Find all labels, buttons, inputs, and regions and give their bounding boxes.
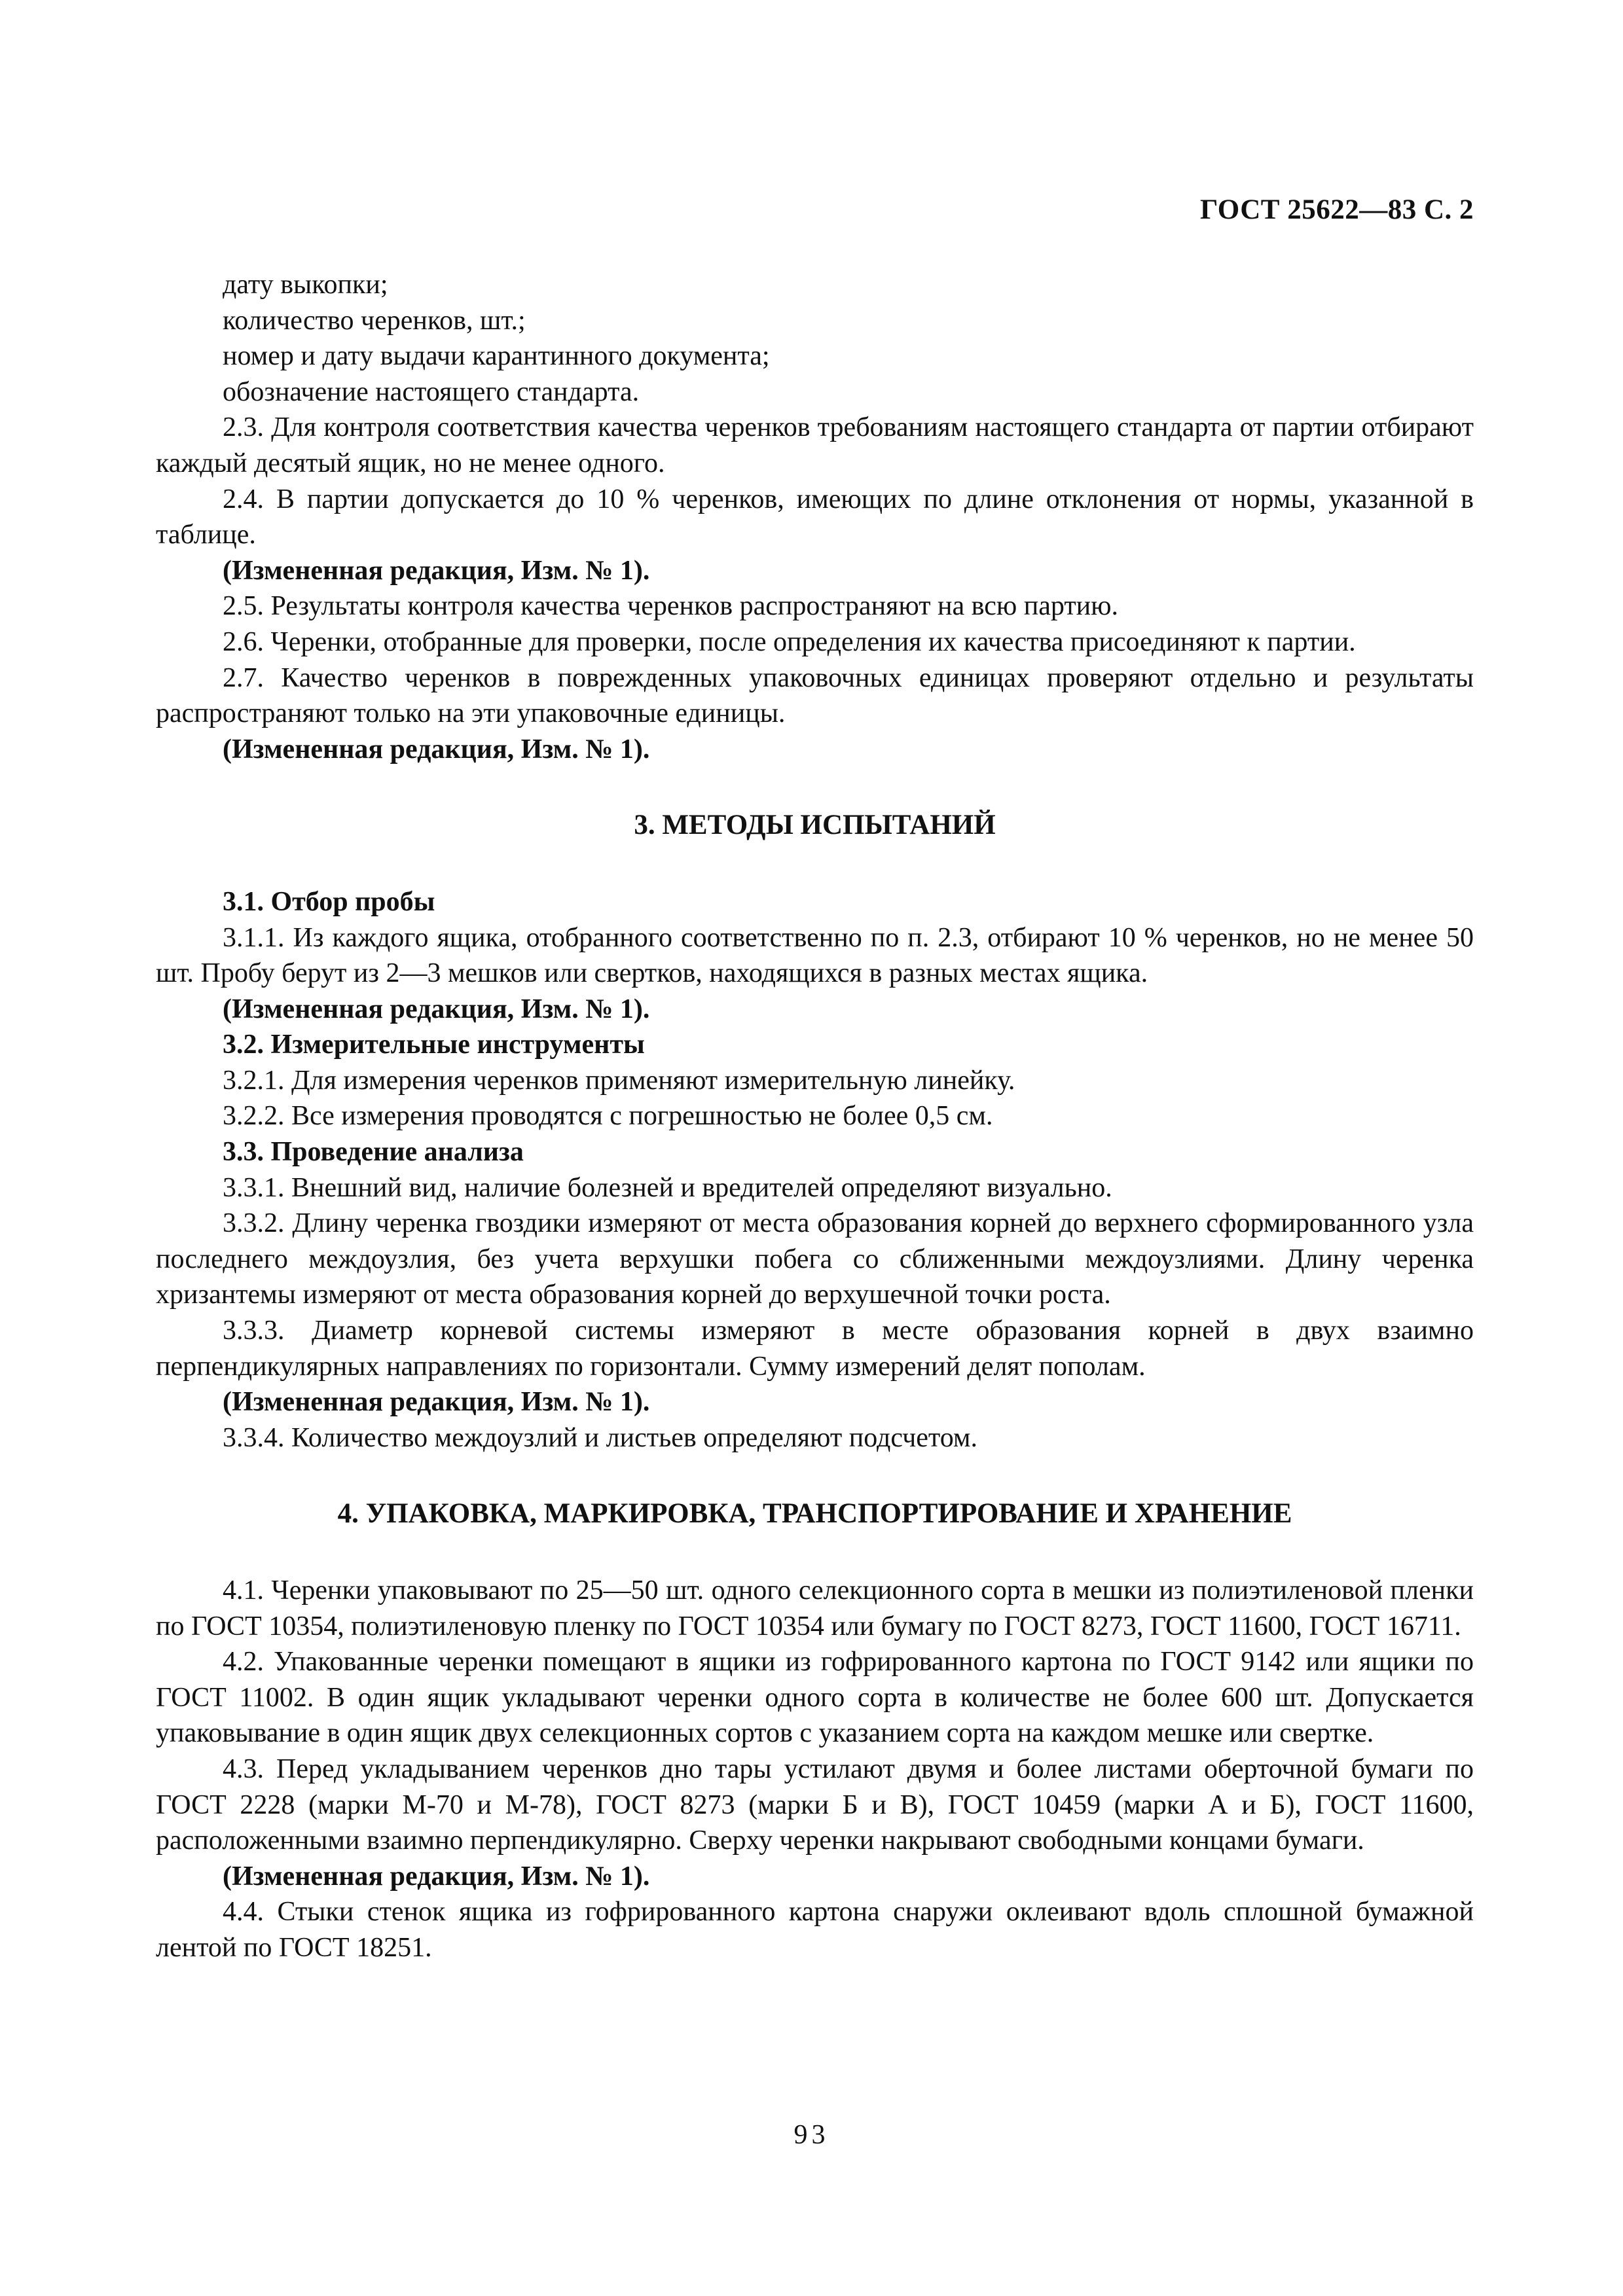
list-item: дату выкопки; bbox=[223, 270, 388, 300]
amendment-note: (Измененная редакция, Изм. № 1). bbox=[223, 994, 650, 1024]
subsection-3-2-title: 3.2. Измерительные инструменты bbox=[223, 1030, 645, 1060]
paragraph-3-3-2: 3.3.2. Длину черенка гвоздики измеряют от места образования корней до верхнего сформированного узла последнего междоузлия, без учета верхушки побега со сближенными междоузлиями. Длину черенка хризантемы измеряют от места образования корней до верхушечной точки роста. bbox=[156, 1208, 1474, 1310]
amendment-note: (Измененная редакция, Изм. № 1). bbox=[223, 1861, 650, 1892]
paragraph-4-4: 4.4. Стыки стенок ящика из гофрированного картона снаружи оклеивают вдоль сплошной бумажной лентой по ГОСТ 18251. bbox=[156, 1897, 1474, 1963]
paragraph-3-2-1: 3.2.1. Для измерения черенков применяют измерительную линейку. bbox=[223, 1065, 1015, 1096]
document-body bbox=[156, 267, 1474, 1966]
paragraph-4-1: 4.1. Черенки упаковывают по 25—50 шт. одного селекционного сорта в мешки из полиэтиленовой пленки по ГОСТ 10354, полиэтиленовую пленку по ГОСТ 10354 или бумагу по ГОСТ 8273, ГОСТ 11600, ГОСТ 16711. bbox=[156, 1575, 1474, 1641]
paragraph-2-3: 2.3. Для контроля соответствия качества черенков требованиям настоящего стандарта от партии отбирают каждый десятый ящик, но не менее одного. bbox=[156, 412, 1474, 478]
list-item: номер и дату выдачи карантинного документа; bbox=[223, 341, 770, 372]
paragraph-2-5: 2.5. Результаты контроля качества черенков распространяют на всю партию. bbox=[223, 591, 1119, 622]
page-header: ГОСТ 25622—83 С. 2 bbox=[1199, 194, 1474, 225]
paragraph-3-2-2: 3.2.2. Все измерения проводятся с погрешностью не более 0,5 см. bbox=[223, 1101, 993, 1132]
paragraph-4-3: 4.3. Перед укладыванием черенков дно тары устилают двумя и более листами оберточной бумаги по ГОСТ 2228 (марки М-70 и М-78), ГОСТ 8273 (марки Б и В), ГОСТ 10459 (марки А и Б), ГОСТ 11600, расположенными взаимно перпендикулярно. Сверху черенки накрывают свободными концами бумаги. bbox=[156, 1753, 1474, 1856]
list-item: обозначение настоящего стандарта. bbox=[223, 376, 640, 407]
paragraph-3-3-1: 3.3.1. Внешний вид, наличие болезней и вредителей определяют визуально. bbox=[223, 1172, 1112, 1203]
paragraph-3-3-3: 3.3.3. Диаметр корневой системы измеряют в месте образования корней в двух взаимно перпендикулярных направлениях по горизонтали. Сумму измерений делят пополам. bbox=[156, 1316, 1474, 1382]
paragraph-3-3-4: 3.3.4. Количество междоузлий и листьев определяют подсчетом. bbox=[223, 1422, 978, 1453]
amendment-note: (Измененная редакция, Изм. № 1). bbox=[223, 555, 650, 586]
section-4-heading: 4. УПАКОВКА, МАРКИРОВКА, ТРАНСПОРТИРОВАНИЕ И ХРАНЕНИЕ bbox=[337, 1498, 1292, 1530]
paragraph-2-7: 2.7. Качество черенков в поврежденных упаковочных единицах проверяют отдельно и результаты распространяют только на эти упаковочные единицы. bbox=[156, 662, 1474, 729]
subsection-3-3-title: 3.3. Проведение анализа bbox=[223, 1137, 524, 1168]
page-number: 93 bbox=[793, 2120, 830, 2150]
paragraph-2-4: 2.4. В партии допускается до 10 % черенков, имеющих по длине отклонения от нормы, указанной в таблице. bbox=[156, 484, 1474, 550]
amendment-note: (Измененная редакция, Изм. № 1). bbox=[223, 1387, 650, 1418]
paragraph-4-2: 4.2. Упакованные черенки помещают в ящики из гофрированного картона по ГОСТ 9142 или ящики по ГОСТ 11002. В один ящик укладывают черенки одного сорта в количестве не более 600 шт. Допускается упаковывание в один ящик двух селекционных сортов с указанием сорта на каждом мешке или свертке. bbox=[156, 1647, 1474, 1749]
subsection-3-1-title: 3.1. Отбор пробы bbox=[223, 886, 435, 917]
paragraph-2-6: 2.6. Черенки, отобранные для проверки, после определения их качества присоединяют к партии. bbox=[223, 626, 1356, 657]
amendment-note: (Измененная редакция, Изм. № 1). bbox=[223, 734, 650, 764]
section-3-heading: 3. МЕТОДЫ ИСПЫТАНИЙ bbox=[634, 810, 996, 841]
list-item: количество черенков, шт.; bbox=[223, 305, 526, 336]
paragraph-3-1-1: 3.1.1. Из каждого ящика, отобранного соответственно по п. 2.3, отбирают 10 % черенков, но не менее 50 шт. Пробу берут из 2—3 мешков или свертков, находящихся в разных местах ящика. bbox=[156, 922, 1474, 989]
